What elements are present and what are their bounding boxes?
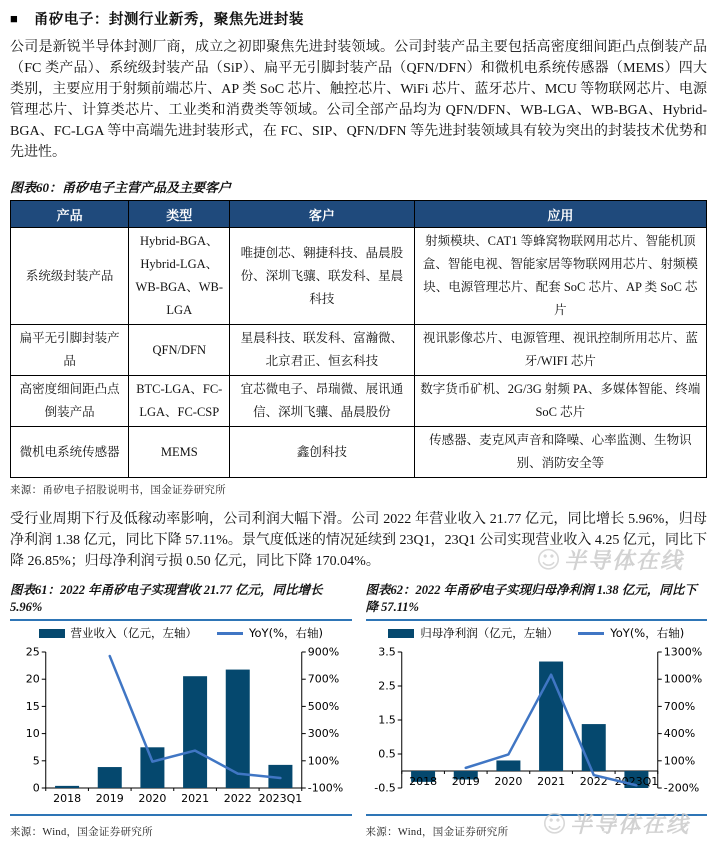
table-row xyxy=(11,228,707,325)
paragraph-company-overview: 公司是新锐半导体封测厂商，成立之初即聚焦先进封装领域。公司封装产品主要包括高密度细间距凸点倒装产品（FC 类产品）、系统级封装产品（SiP）、扁平无引脚封装产品（QFN/DFN）和微机电系统传感器（MEMS）四大类别，主要应用于射频前端芯片、AP 类 SoC 芯片、触控芯片、WiFi 芯片、蓝牙芯片、MCU 等物联网芯片、电源管理芯片、计算类芯片、工业类和消费类等领域。公司全部产品均为 QFN/DFN、WB-LGA、WB-BGA、Hybrid-BGA、FC-LGA 等中高端先进封装形式，在 FC、SIP、QFN/DFN 等先进封装领域具有较为突出的封装技术优势和先进性。 xyxy=(10,40,707,160)
svg-text:2022: 2022 xyxy=(579,775,608,788)
svg-text:3.5: 3.5 xyxy=(377,645,396,659)
col-header-product: 产品 xyxy=(11,201,129,228)
watermark-logo-icon: ☺ xyxy=(542,809,568,838)
figure-61-body xyxy=(10,619,352,816)
svg-text:0: 0 xyxy=(32,781,40,795)
svg-text:2023Q1: 2023Q1 xyxy=(258,792,303,805)
figure-62-source-note: 来源：Wind，国金证券研究所 xyxy=(365,827,509,838)
cell-type: QFN/DFN xyxy=(129,325,230,376)
svg-text:25: 25 xyxy=(25,645,40,659)
svg-text:300%: 300% xyxy=(307,727,340,741)
svg-text:2019: 2019 xyxy=(451,775,480,788)
cell-clients: 鑫创科技 xyxy=(230,427,414,478)
svg-text:1000%: 1000% xyxy=(663,672,702,686)
svg-text:2022: 2022 xyxy=(223,792,252,805)
figure-61-source-note: 来源：Wind，国金证券研究所 xyxy=(10,827,153,838)
svg-text:500%: 500% xyxy=(307,699,340,713)
svg-text:0.5: 0.5 xyxy=(377,747,396,761)
svg-text:100%: 100% xyxy=(307,754,340,768)
cell-clients: 星晨科技、联发科、富瀚微、北京君正、恒玄科技 xyxy=(230,325,414,376)
svg-text:-200%: -200% xyxy=(663,781,699,795)
svg-text:2018: 2018 xyxy=(53,792,82,805)
cell-type: MEMS xyxy=(129,427,230,478)
yoy-line-legend-swatch xyxy=(217,632,243,635)
table-header-row xyxy=(11,201,707,228)
revenue-bar-line-chart xyxy=(10,642,352,814)
table-source-note: 来源：甬矽电子招股说明书，国金证券研究所 xyxy=(10,485,226,496)
svg-text:900%: 900% xyxy=(307,645,340,659)
svg-text:100%: 100% xyxy=(663,754,695,768)
cell-product: 系统级封装产品 xyxy=(11,228,129,325)
watermark-text: 半导体在线 xyxy=(564,549,685,574)
svg-text:2.5: 2.5 xyxy=(377,679,396,693)
cell-applications: 数字货币矿机、2G/3G 射频 PA、多媒体智能、终端 SoC 芯片 xyxy=(414,376,706,427)
svg-text:1.5: 1.5 xyxy=(377,713,396,727)
table-row xyxy=(11,325,707,376)
svg-text:5: 5 xyxy=(32,754,40,768)
svg-text:700%: 700% xyxy=(307,672,340,686)
yoy-line-legend-swatch xyxy=(578,632,604,635)
cell-clients: 宜芯微电子、昂瑞微、展讯通信、深圳飞骧、晶晨股份 xyxy=(230,376,414,427)
col-header-clients: 客户 xyxy=(230,201,414,228)
figure-62-body xyxy=(366,619,708,816)
paragraph-financials: 受行业周期下行及低稼动率影响，公司利润大幅下滑。公司 2022 年营业收入 21.77 亿元，同比增长 5.96%，归母净利润 1.38 亿元，同比下降 57.11%。景气度低迷的情况延续到 23Q1，23Q1 公司实现营业收入 4.25 亿元，同比下降 26.85%；归母净利润亏损 0.50 亿元，同比下降 170.04%。 xyxy=(10,512,707,569)
col-header-type: 类型 xyxy=(129,201,230,228)
svg-text:2021: 2021 xyxy=(536,775,565,788)
svg-text:-0.5: -0.5 xyxy=(373,781,396,795)
square-bullet-icon: ■ xyxy=(10,11,18,26)
cell-product: 扁平无引脚封装产品 xyxy=(11,325,129,376)
svg-text:700%: 700% xyxy=(663,699,695,713)
yoy-legend-label: YoY(%，右轴) xyxy=(249,626,323,640)
cell-applications: 传感器、麦克风声音和降噪、心率监测、生物识别、消防安全等 xyxy=(414,427,706,478)
svg-text:10: 10 xyxy=(25,727,40,741)
watermark-logo-icon: ☺ xyxy=(536,545,562,574)
revenue-legend-label: 营业收入（亿元，左轴） xyxy=(70,626,198,640)
svg-text:2019: 2019 xyxy=(95,792,124,805)
cell-type: Hybrid-BGA、Hybrid-LGA、WB-BGA、WB-LGA xyxy=(129,228,230,325)
revenue-bar-legend-swatch xyxy=(39,629,65,638)
cell-clients: 唯捷创芯、翱捷科技、晶晨股份、深圳飞骧、联发科、星晨科技 xyxy=(230,228,414,325)
figure-62-title: 图表62：2022 年甬矽电子实现归母净利润 1.38 亿元，同比下降 57.11% xyxy=(365,583,697,614)
watermark-text: 半导体在线 xyxy=(570,813,691,838)
figure-61-legend xyxy=(10,624,352,642)
section-title: 甬矽电子：封测行业新秀，聚焦先进封装 xyxy=(33,12,304,28)
svg-text:2020: 2020 xyxy=(493,775,522,788)
table-row xyxy=(11,376,707,427)
products-clients-table xyxy=(10,200,707,478)
figure-62-panel xyxy=(361,582,708,839)
cell-product: 高密度细间距凸点倒装产品 xyxy=(11,376,129,427)
figure-61-panel xyxy=(10,582,361,839)
charts-row xyxy=(10,582,707,839)
cell-product: 微机电系统传感器 xyxy=(11,427,129,478)
cell-applications: 视讯影像芯片、电源管理、视讯控制所用芯片、蓝牙/WIFI 芯片 xyxy=(414,325,706,376)
svg-text:1300%: 1300% xyxy=(663,645,702,659)
net-profit-legend-label: 归母净利润（亿元，左轴） xyxy=(420,626,559,640)
svg-text:2018: 2018 xyxy=(408,775,437,788)
svg-text:2021: 2021 xyxy=(181,792,210,805)
svg-text:-100%: -100% xyxy=(307,781,344,795)
figure-62-legend xyxy=(366,624,708,642)
table-caption: 图表60：甬矽电子主营产品及主要客户 xyxy=(10,180,232,195)
table-row xyxy=(11,427,707,478)
yoy-legend-label: YoY(%，右轴) xyxy=(610,626,685,640)
svg-text:15: 15 xyxy=(25,699,40,713)
net-profit-bar-legend-swatch xyxy=(388,629,414,638)
col-header-applications: 应用 xyxy=(414,201,706,228)
svg-text:400%: 400% xyxy=(663,727,695,741)
svg-text:2023Q1: 2023Q1 xyxy=(614,775,658,788)
section-title-row xyxy=(10,8,707,29)
net-profit-bar-line-chart xyxy=(366,642,708,814)
cell-applications: 射频模块、CAT1 等蜂窝物联网用芯片、智能机顶盒、智能电视、智能家居等物联网用芯片、射频模块、电源管理芯片、配套 SoC 芯片、AP 类 SoC 芯片 xyxy=(414,228,706,325)
cell-type: BTC-LGA、FC-LGA、FC-CSP xyxy=(129,376,230,427)
figure-61-title: 图表61：2022 年甬矽电子实现营收 21.77 亿元，同比增长 5.96% xyxy=(10,583,323,614)
svg-text:2020: 2020 xyxy=(138,792,167,805)
svg-text:20: 20 xyxy=(25,672,40,686)
